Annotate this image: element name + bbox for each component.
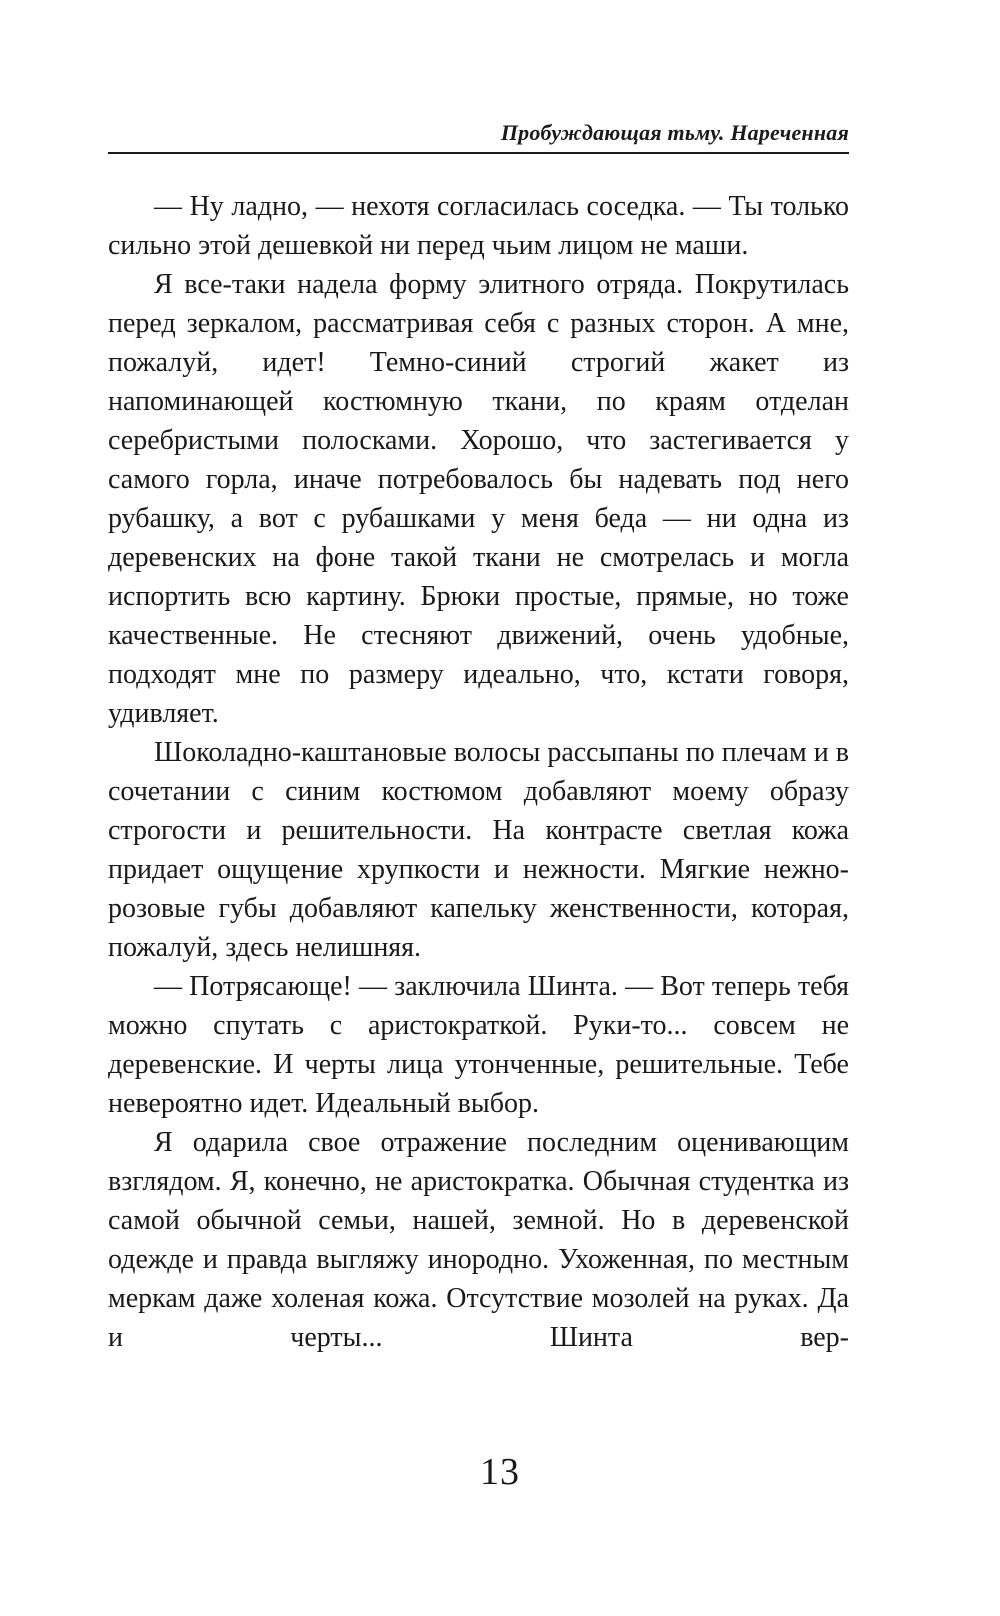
paragraph: — Ну ладно, — нехотя согласилась соседка. — Ты только сильно этой дешевкой ни перед чьим лицом не маши. bbox=[108, 191, 849, 261]
header-rule bbox=[108, 152, 849, 154]
paragraph: Шоколадно-каштановые волосы рассыпаны по плечам и в сочетании с синим костюмом добавляют моему образу строгости и решительности. На контрасте светлая кожа придает ощущение хрупкости и нежности. Мягкие нежно-розовые губы добавляют капельку женственности, которая, пожалуй, здесь нелишняя. bbox=[108, 737, 849, 963]
paragraph: — Потрясающе! — заключила Шинта. — Вот теперь тебя можно спутать с аристократкой. Руки-то... совсем не деревенские. И черты лица утонченные, решительные. Тебе невероятно идет. Идеальный выбор. bbox=[108, 971, 849, 1119]
page-number: 13 bbox=[480, 1451, 520, 1493]
paragraph: Я одарила свое отражение последним оценивающим взглядом. Я, конечно, не аристократка. Обычная студентка из самой обычной семьи, нашей, земной. Но в деревенской одежде и правда выгляжу инородно. Ухоженная, по местным меркам даже холеная кожа. Отсутствие мозолей на руках. Да и черты... Шинта вер- bbox=[108, 1127, 849, 1353]
paragraph: Я все-таки надела форму элитного отряда. Покрутилась перед зеркалом, рассматривая себя с разных сторон. А мне, пожалуй, идет! Темно-синий строгий жакет из напоминающей костюмную ткани, по краям отделан серебристыми полосками. Хорошо, что застегивается у самого горла, иначе потребовалось бы надевать под него рубашку, а вот с рубашками у меня беда — ни одна из деревенских на фоне такой ткани не смотрелась и могла испортить всю картину. Брюки простые, прямые, но тоже качественные. Не стесняют движений, очень удобные, подходят мне по размеру идеально, что, кстати говоря, удивляет. bbox=[108, 269, 849, 729]
running-head: Пробуждающая тьму. Нареченная bbox=[500, 120, 849, 145]
body-text bbox=[108, 187, 849, 1357]
